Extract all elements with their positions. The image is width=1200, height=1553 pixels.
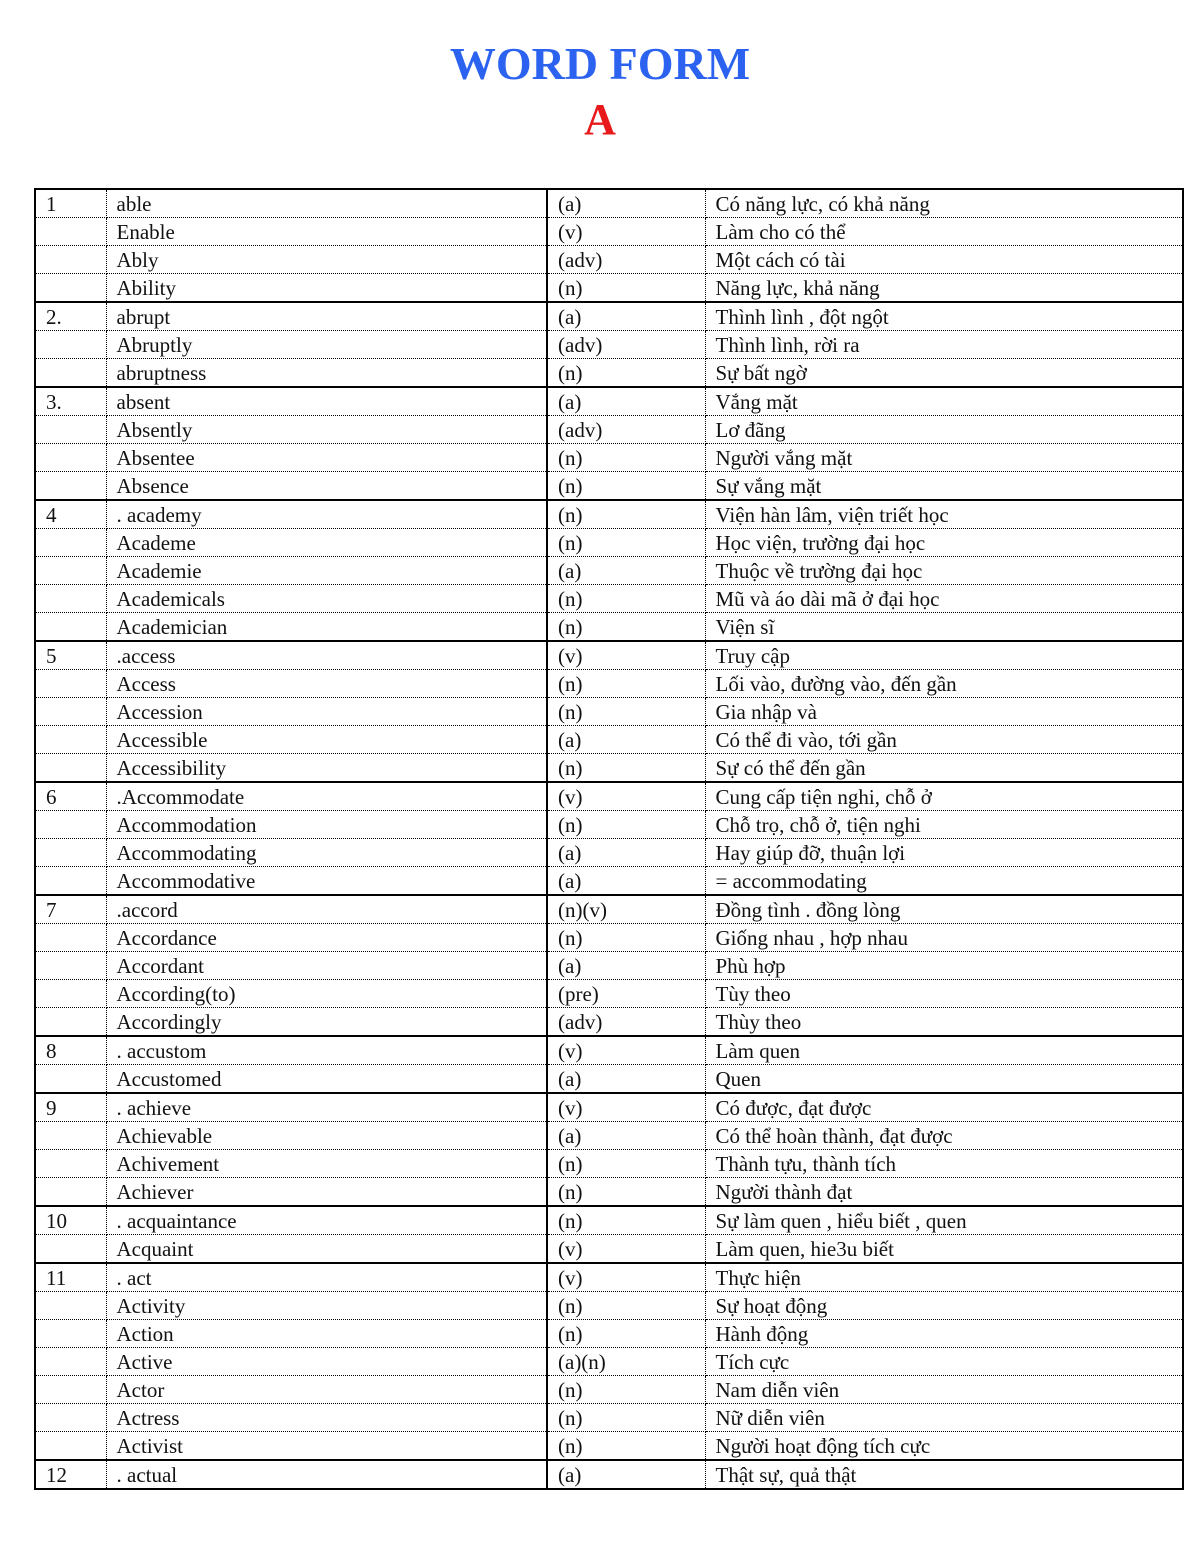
part-of-speech-cell: (n) [547, 698, 705, 726]
word-cell: Accession [106, 698, 547, 726]
word-cell: . accustom [106, 1036, 547, 1065]
table-row [36, 1235, 1182, 1264]
entry-number: 6 [36, 782, 106, 811]
entry-number [36, 1320, 106, 1348]
entry-number [36, 924, 106, 952]
table-row [36, 1178, 1182, 1207]
table-row [36, 500, 1182, 529]
meaning-cell: Nữ diễn viên [705, 1404, 1182, 1432]
table-row [36, 1122, 1182, 1150]
meaning-cell: Người thành đạt [705, 1178, 1182, 1207]
part-of-speech-cell: (n) [547, 472, 705, 501]
meaning-cell: Viện hàn lâm, viện triết học [705, 500, 1182, 529]
word-cell: Access [106, 670, 547, 698]
entry-number [36, 359, 106, 388]
word-cell: Activist [106, 1432, 547, 1461]
word-cell: Acquaint [106, 1235, 547, 1264]
part-of-speech-cell: (a) [547, 726, 705, 754]
meaning-cell: Thật sự, quả thật [705, 1460, 1182, 1489]
entry-number [36, 1348, 106, 1376]
part-of-speech-cell: (a)(n) [547, 1348, 705, 1376]
part-of-speech-cell: (n) [547, 500, 705, 529]
meaning-cell: Năng lực, khả năng [705, 274, 1182, 303]
table-row [36, 1008, 1182, 1037]
part-of-speech-cell: (n) [547, 1320, 705, 1348]
meaning-cell: Thình lình, rời ra [705, 331, 1182, 359]
table-row [36, 246, 1182, 274]
part-of-speech-cell: (v) [547, 1263, 705, 1292]
table-row [36, 1065, 1182, 1094]
part-of-speech-cell: (v) [547, 1093, 705, 1122]
table-row [36, 952, 1182, 980]
table-row [36, 1263, 1182, 1292]
meaning-cell: Làm quen [705, 1036, 1182, 1065]
entry-number [36, 952, 106, 980]
word-cell: Accustomed [106, 1065, 547, 1094]
entry-number [36, 613, 106, 642]
meaning-cell: Một cách có tài [705, 246, 1182, 274]
word-cell: . achieve [106, 1093, 547, 1122]
entry-number [36, 1178, 106, 1207]
part-of-speech-cell: (a) [547, 387, 705, 416]
table-row [36, 782, 1182, 811]
word-cell: According(to) [106, 980, 547, 1008]
meaning-cell: Lơ đãng [705, 416, 1182, 444]
part-of-speech-cell: (adv) [547, 331, 705, 359]
part-of-speech-cell: (a) [547, 839, 705, 867]
entry-number [36, 1404, 106, 1432]
part-of-speech-cell: (n) [547, 1376, 705, 1404]
entry-number [36, 1235, 106, 1264]
meaning-cell: Sự hoạt động [705, 1292, 1182, 1320]
word-cell: Accordance [106, 924, 547, 952]
part-of-speech-cell: (a) [547, 952, 705, 980]
meaning-cell: Gia nhập và [705, 698, 1182, 726]
word-cell: abrupt [106, 302, 547, 331]
part-of-speech-cell: (n) [547, 529, 705, 557]
table-row [36, 1376, 1182, 1404]
entry-number: 5 [36, 641, 106, 670]
entry-number: 9 [36, 1093, 106, 1122]
table-row [36, 924, 1182, 952]
part-of-speech-cell: (v) [547, 641, 705, 670]
part-of-speech-cell: (n) [547, 754, 705, 783]
entry-number [36, 331, 106, 359]
meaning-cell: Sự vắng mặt [705, 472, 1182, 501]
word-cell: Accommodation [106, 811, 547, 839]
part-of-speech-cell: (adv) [547, 246, 705, 274]
word-cell: Accessibility [106, 754, 547, 783]
entry-number [36, 274, 106, 303]
table-row [36, 274, 1182, 303]
entry-number [36, 980, 106, 1008]
table-row [36, 331, 1182, 359]
part-of-speech-cell: (a) [547, 302, 705, 331]
entry-number: 2. [36, 302, 106, 331]
word-cell: Ably [106, 246, 547, 274]
word-cell: . academy [106, 500, 547, 529]
entry-number [36, 670, 106, 698]
meaning-cell: Thành tựu, thành tích [705, 1150, 1182, 1178]
meaning-cell: Tùy theo [705, 980, 1182, 1008]
word-cell: Achiever [106, 1178, 547, 1207]
meaning-cell: Mũ và áo dài mã ở đại học [705, 585, 1182, 613]
entry-number [36, 698, 106, 726]
table-row [36, 613, 1182, 642]
entry-number: 1 [36, 190, 106, 218]
word-cell: .Accommodate [106, 782, 547, 811]
meaning-cell: Có thể hoàn thành, đạt được [705, 1122, 1182, 1150]
part-of-speech-cell: (v) [547, 782, 705, 811]
table-row [36, 1036, 1182, 1065]
word-cell: Accordingly [106, 1008, 547, 1037]
table-row [36, 1404, 1182, 1432]
table-row [36, 1320, 1182, 1348]
meaning-cell: Có năng lực, có khả năng [705, 190, 1182, 218]
part-of-speech-cell: (v) [547, 218, 705, 246]
part-of-speech-cell: (n) [547, 670, 705, 698]
word-cell: .access [106, 641, 547, 670]
meaning-cell: Nam diễn viên [705, 1376, 1182, 1404]
entry-number [36, 1122, 106, 1150]
meaning-cell: Đồng tình . đồng lòng [705, 895, 1182, 924]
part-of-speech-cell: (a) [547, 867, 705, 896]
entry-number [36, 246, 106, 274]
entry-number: 11 [36, 1263, 106, 1292]
entry-number: 8 [36, 1036, 106, 1065]
entry-number [36, 811, 106, 839]
word-form-rows [36, 190, 1182, 1489]
table-row [36, 218, 1182, 246]
part-of-speech-cell: (v) [547, 1036, 705, 1065]
meaning-cell: Làm quen, hie3u biết [705, 1235, 1182, 1264]
table-row [36, 811, 1182, 839]
meaning-cell: Người vắng mặt [705, 444, 1182, 472]
page-title: WORD FORM [449, 38, 751, 89]
part-of-speech-cell: (n) [547, 1206, 705, 1235]
table-row [36, 1093, 1182, 1122]
word-cell: Absently [106, 416, 547, 444]
entry-number: 4 [36, 500, 106, 529]
entry-number [36, 1376, 106, 1404]
entry-number [36, 867, 106, 896]
entry-number [36, 1150, 106, 1178]
part-of-speech-cell: (n) [547, 274, 705, 303]
meaning-cell: Cung cấp tiện nghi, chỗ ở [705, 782, 1182, 811]
word-cell: Active [106, 1348, 547, 1376]
entry-number [36, 1432, 106, 1461]
word-cell: Actress [106, 1404, 547, 1432]
table-row [36, 557, 1182, 585]
entry-number [36, 444, 106, 472]
word-cell: . actual [106, 1460, 547, 1489]
table-row [36, 190, 1182, 218]
word-cell: Absentee [106, 444, 547, 472]
word-cell: absent [106, 387, 547, 416]
word-cell: . act [106, 1263, 547, 1292]
entry-number [36, 557, 106, 585]
word-cell: .accord [106, 895, 547, 924]
part-of-speech-cell: (a) [547, 1460, 705, 1489]
meaning-cell: Sự làm quen , hiểu biết , quen [705, 1206, 1182, 1235]
part-of-speech-cell: (a) [547, 557, 705, 585]
part-of-speech-cell: (n) [547, 1432, 705, 1461]
entry-number: 10 [36, 1206, 106, 1235]
table-row [36, 1206, 1182, 1235]
part-of-speech-cell: (n) [547, 613, 705, 642]
meaning-cell: Quen [705, 1065, 1182, 1094]
word-cell: Accordant [106, 952, 547, 980]
meaning-cell: Thực hiện [705, 1263, 1182, 1292]
table-row [36, 416, 1182, 444]
word-cell: Action [106, 1320, 547, 1348]
meaning-cell: Thùy theo [705, 1008, 1182, 1037]
table-row [36, 867, 1182, 896]
part-of-speech-cell: (n)(v) [547, 895, 705, 924]
part-of-speech-cell: (a) [547, 1122, 705, 1150]
meaning-cell: Truy cập [705, 641, 1182, 670]
word-cell: Activity [106, 1292, 547, 1320]
entry-number [36, 726, 106, 754]
meaning-cell: Hay giúp đỡ, thuận lợi [705, 839, 1182, 867]
entry-number [36, 1292, 106, 1320]
part-of-speech-cell: (v) [547, 1235, 705, 1264]
word-cell: Accommodative [106, 867, 547, 896]
table-row [36, 1150, 1182, 1178]
meaning-cell: Sự có thể đến gần [705, 754, 1182, 783]
meaning-cell: Hành động [705, 1320, 1182, 1348]
meaning-cell: Lối vào, đường vào, đến gần [705, 670, 1182, 698]
meaning-cell: Tích cực [705, 1348, 1182, 1376]
table-row [36, 444, 1182, 472]
part-of-speech-cell: (adv) [547, 1008, 705, 1037]
entry-number [36, 1008, 106, 1037]
word-cell: Academie [106, 557, 547, 585]
part-of-speech-cell: (n) [547, 1150, 705, 1178]
meaning-cell: Có được, đạt được [705, 1093, 1182, 1122]
meaning-cell: Phù hợp [705, 952, 1182, 980]
word-cell: Enable [106, 218, 547, 246]
entry-number: 12 [36, 1460, 106, 1489]
word-cell: Ability [106, 274, 547, 303]
entry-number [36, 416, 106, 444]
table-row [36, 754, 1182, 783]
word-cell: Academicals [106, 585, 547, 613]
word-cell: Absence [106, 472, 547, 501]
part-of-speech-cell: (n) [547, 811, 705, 839]
table-row [36, 302, 1182, 331]
word-cell: Academician [106, 613, 547, 642]
table-row [36, 472, 1182, 501]
part-of-speech-cell: (n) [547, 359, 705, 388]
entry-number [36, 585, 106, 613]
meaning-cell: Vắng mặt [705, 387, 1182, 416]
meaning-cell: Giống nhau , hợp nhau [705, 924, 1182, 952]
part-of-speech-cell: (n) [547, 1404, 705, 1432]
word-cell: Academe [106, 529, 547, 557]
word-cell: Abruptly [106, 331, 547, 359]
meaning-cell: Người hoạt động tích cực [705, 1432, 1182, 1461]
table-row [36, 670, 1182, 698]
word-cell: Accommodating [106, 839, 547, 867]
table-row [36, 359, 1182, 388]
meaning-cell: Thuộc về trường đại học [705, 557, 1182, 585]
entry-number [36, 1065, 106, 1094]
table-row [36, 895, 1182, 924]
word-cell: Actor [106, 1376, 547, 1404]
word-cell: . acquaintance [106, 1206, 547, 1235]
meaning-cell: Học viện, trường đại học [705, 529, 1182, 557]
meaning-cell: Làm cho có thể [705, 218, 1182, 246]
meaning-cell: Thình lình , đột ngột [705, 302, 1182, 331]
part-of-speech-cell: (n) [547, 444, 705, 472]
word-cell: Accessible [106, 726, 547, 754]
part-of-speech-cell: (n) [547, 1292, 705, 1320]
part-of-speech-cell: (a) [547, 190, 705, 218]
entry-number [36, 472, 106, 501]
meaning-cell: = accommodating [705, 867, 1182, 896]
meaning-cell: Có thể đi vào, tới gần [705, 726, 1182, 754]
table-row [36, 641, 1182, 670]
table-row [36, 387, 1182, 416]
part-of-speech-cell: (n) [547, 924, 705, 952]
part-of-speech-cell: (n) [547, 1178, 705, 1207]
entry-number [36, 839, 106, 867]
part-of-speech-cell: (adv) [547, 416, 705, 444]
table-row [36, 529, 1182, 557]
entry-number [36, 754, 106, 783]
entry-number: 3. [36, 387, 106, 416]
table-row [36, 1292, 1182, 1320]
entry-number [36, 529, 106, 557]
table-row [36, 1432, 1182, 1461]
table-row [36, 698, 1182, 726]
entry-number: 7 [36, 895, 106, 924]
table-row [36, 980, 1182, 1008]
table-row [36, 839, 1182, 867]
part-of-speech-cell: (a) [547, 1065, 705, 1094]
part-of-speech-cell: (pre) [547, 980, 705, 1008]
table-row [36, 585, 1182, 613]
section-letter: A [584, 95, 616, 144]
meaning-cell: Chỗ trọ, chỗ ở, tiện nghi [705, 811, 1182, 839]
word-cell: Achivement [106, 1150, 547, 1178]
table-row [36, 1348, 1182, 1376]
word-form-table [34, 188, 1184, 1490]
entry-number [36, 218, 106, 246]
word-cell: abruptness [106, 359, 547, 388]
word-cell: Achievable [106, 1122, 547, 1150]
table-row [36, 726, 1182, 754]
word-cell: able [106, 190, 547, 218]
part-of-speech-cell: (n) [547, 585, 705, 613]
meaning-cell: Viện sĩ [705, 613, 1182, 642]
meaning-cell: Sự bất ngờ [705, 359, 1182, 388]
table-row [36, 1460, 1182, 1489]
